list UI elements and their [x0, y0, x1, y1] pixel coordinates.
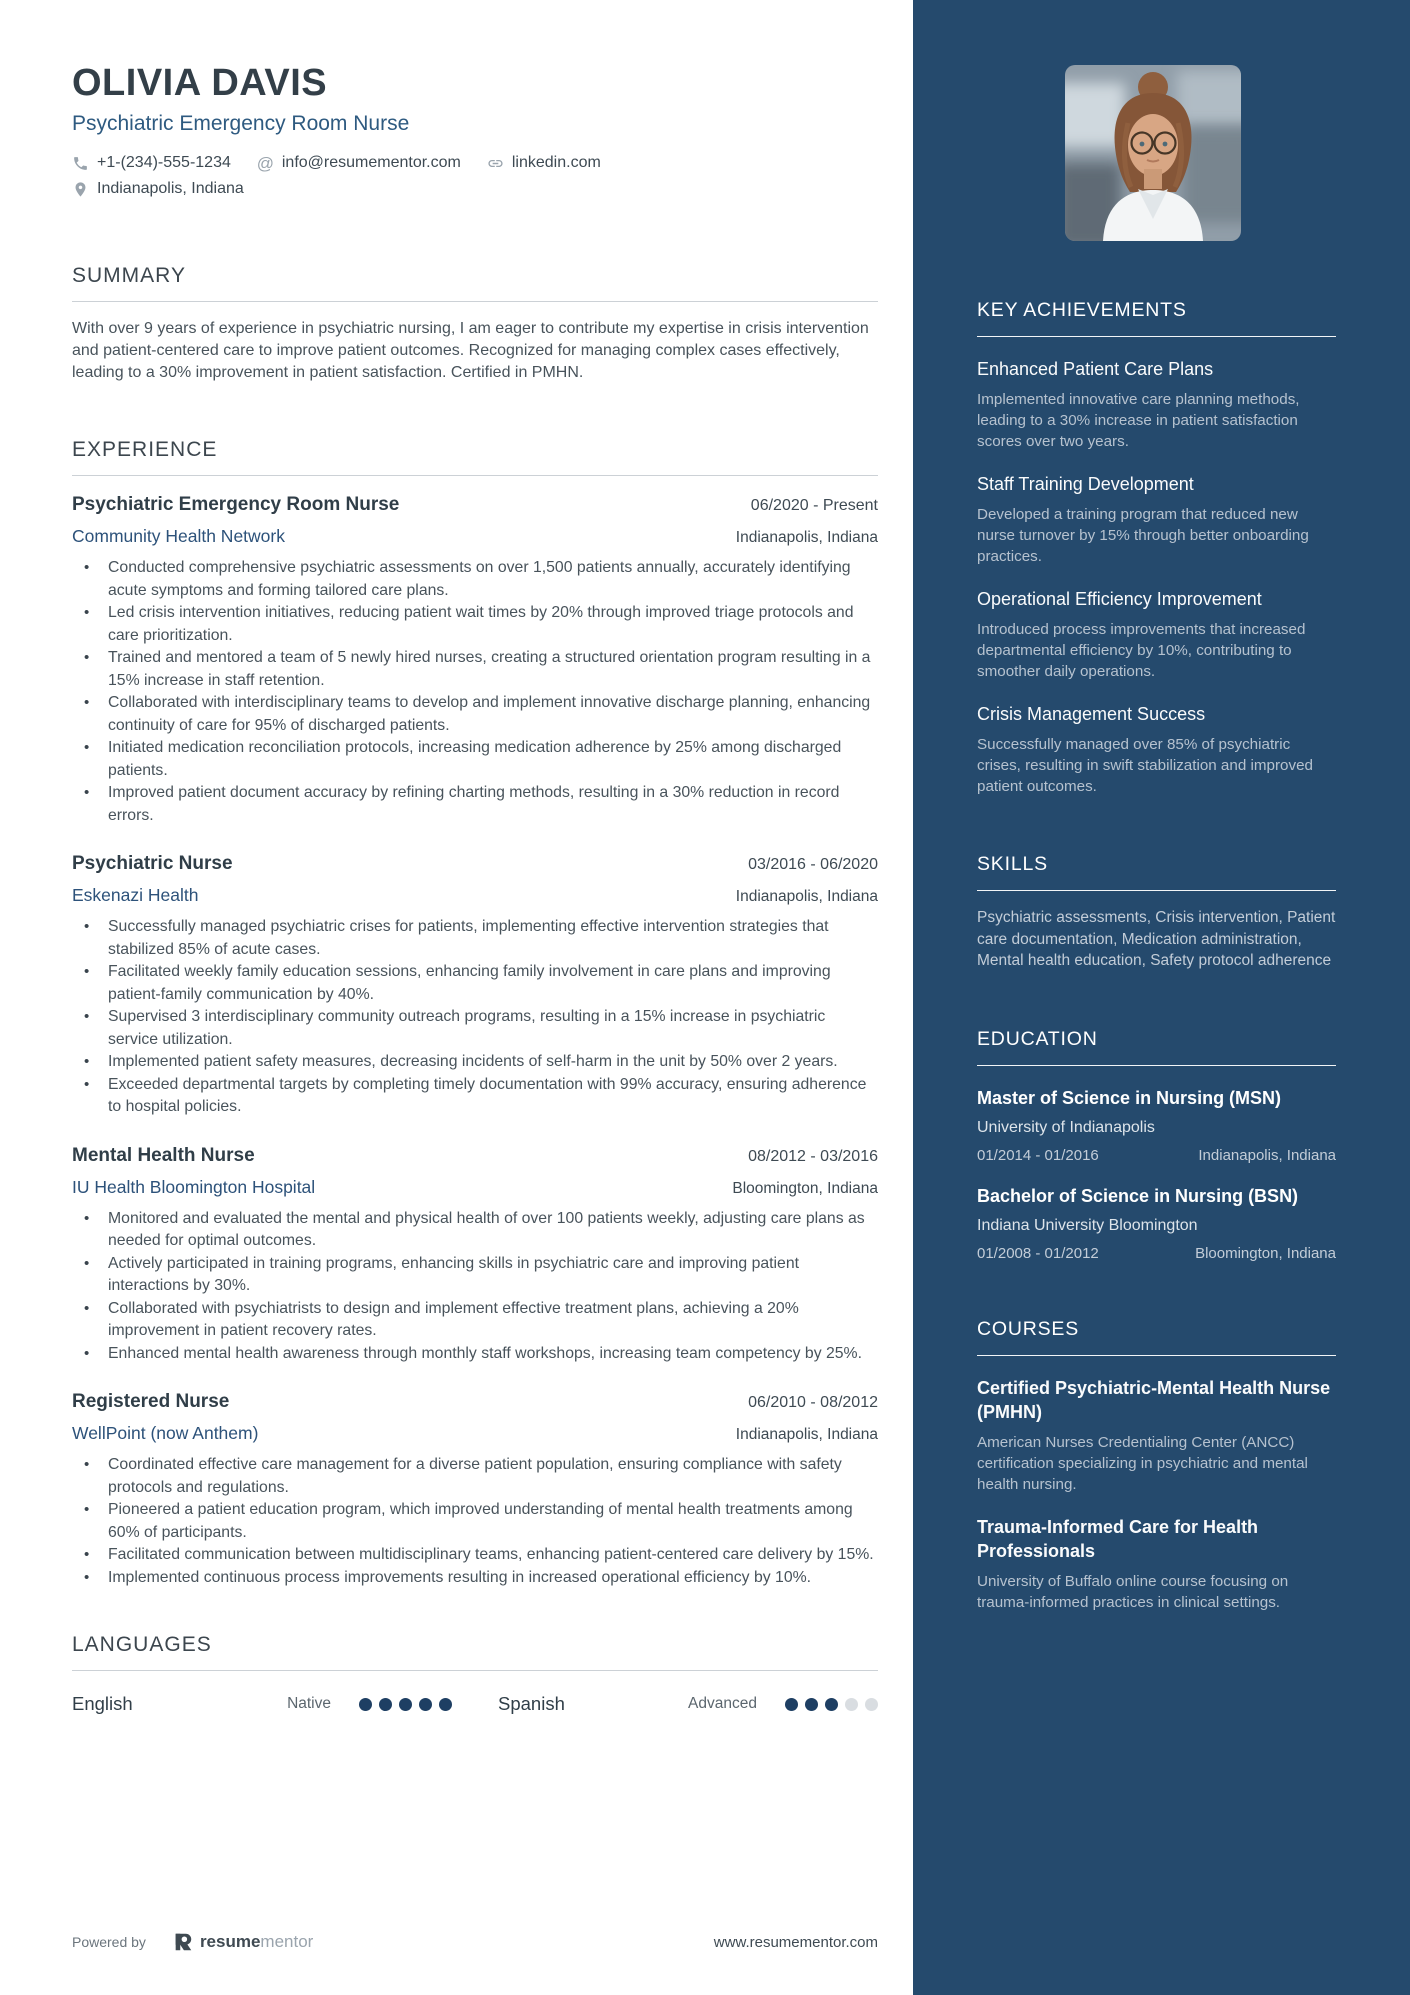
education-school: Indiana University Bloomington — [977, 1216, 1198, 1234]
resumementor-logo-icon — [172, 1931, 194, 1953]
language-level: Advanced — [688, 1695, 757, 1712]
person-name: OLIVIA DAVIS — [72, 62, 328, 104]
contact-location-text: Indianapolis, Indiana — [97, 180, 244, 197]
education-school: University of Indianapolis — [977, 1118, 1155, 1136]
contact-phone-text: +1-(234)-555-1234 — [97, 154, 231, 171]
phone-icon — [72, 155, 89, 172]
bullet-item: • Implemented continuous process improvements resulting in increased operational efficiency by 10%. — [72, 1567, 878, 1590]
language-proficiency-dots — [785, 1698, 878, 1711]
courses-heading: COURSES — [977, 1318, 1336, 1356]
education-location: Bloomington, Indiana — [1195, 1244, 1336, 1262]
proficiency-dot-filled — [785, 1698, 798, 1711]
key-achievements-section — [977, 299, 1336, 797]
proficiency-dot-filled — [379, 1698, 392, 1711]
language-item-spanish — [498, 1693, 878, 1715]
languages-heading: LANGUAGES — [72, 1633, 878, 1671]
job-bullet-list — [72, 1208, 878, 1366]
language-level: Native — [287, 1695, 331, 1712]
job-company: WellPoint (now Anthem) — [72, 1423, 259, 1443]
header — [72, 62, 878, 198]
profile-photo — [1065, 65, 1241, 241]
bullet-item: • Trained and mentored a team of 5 newly hired nurses, creating a structured orientation program resulting in a 15% increase in staff retention. — [72, 647, 878, 692]
job-location: Indianapolis, Indiana — [735, 529, 878, 546]
logo-text-bold: resume — [199, 1932, 261, 1951]
bullet-item: • Supervised 3 interdisciplinary community outreach programs, resulting in a 15% increase in psychiatric service utilization. — [72, 1006, 878, 1051]
education-date: 01/2008 - 01/2012 — [977, 1244, 1099, 1262]
language-proficiency-dots — [359, 1698, 452, 1711]
bullet-item: • Successfully managed psychiatric crises for patients, implementing effective intervention strategies that stabilized 85% of acute cases. — [72, 916, 878, 961]
proficiency-dot-filled — [419, 1698, 432, 1711]
experience-job-4 — [72, 1391, 878, 1589]
contact-email-text[interactable]: info@resumementor.com — [281, 154, 461, 171]
job-company: Community Health Network — [72, 526, 285, 546]
achievement-item — [977, 702, 1336, 797]
bullet-item: • Collaborated with psychiatrists to design and implement effective treatment plans, achieving a 20% improvement in patient recovery rates. — [72, 1298, 878, 1343]
education-item — [977, 1184, 1336, 1262]
summary-heading: SUMMARY — [72, 264, 878, 302]
proficiency-dot-empty — [845, 1698, 858, 1711]
skills-heading: SKILLS — [977, 853, 1336, 891]
logo-text-light: mentor — [260, 1932, 314, 1951]
education-item — [977, 1086, 1336, 1164]
language-item-english — [72, 1693, 452, 1715]
education-location: Indianapolis, Indiana — [1198, 1146, 1336, 1164]
footer-website[interactable]: www.resumementor.com — [713, 1933, 878, 1951]
skills-section — [977, 853, 1336, 972]
bullet-item: • Monitored and evaluated the mental and physical health of over 100 patients weekly, adjusting care plans as needed for optimal outcomes. — [72, 1208, 878, 1253]
achievement-text: Developed a training program that reduced new nurse turnover by 15% through better onboarding practices. — [977, 506, 1309, 565]
job-title: Registered Nurse — [72, 1391, 230, 1412]
proficiency-dot-filled — [439, 1698, 452, 1711]
sidebar — [913, 0, 1410, 1995]
experience-job-2 — [72, 853, 878, 1119]
job-date: 06/2020 - Present — [750, 497, 878, 514]
proficiency-dot-filled — [399, 1698, 412, 1711]
job-location: Bloomington, Indiana — [732, 1179, 878, 1197]
contact-row — [72, 154, 772, 198]
language-name: Spanish — [498, 1693, 565, 1714]
experience-section — [72, 438, 878, 1589]
contact-email[interactable] — [257, 154, 461, 172]
achievement-title: Enhanced Patient Care Plans — [977, 359, 1214, 379]
job-date: 08/2012 - 03/2016 — [748, 1147, 878, 1165]
proficiency-dot-filled — [359, 1698, 372, 1711]
achievement-text: Successfully managed over 85% of psychiatric crises, resulting in swift stabilization and improved patient outcomes. — [977, 736, 1313, 795]
job-location: Indianapolis, Indiana — [735, 1426, 878, 1443]
proficiency-dot-empty — [865, 1698, 878, 1711]
education-date: 01/2014 - 01/2016 — [977, 1146, 1099, 1164]
bullet-item: • Exceeded departmental targets by completing timely documentation with 99% accuracy, ensuring adherence to hospital policies. — [72, 1074, 878, 1119]
bullet-item: • Conducted comprehensive psychiatric assessments on over 1,500 patients annually, accurately identifying acute symptoms and forming tailored care plans. — [72, 557, 878, 602]
job-bullet-list — [72, 557, 878, 827]
skills-text: Psychiatric assessments, Crisis intervention, Patient care documentation, Medication administration, Mental health education, Safety protocol adherence — [977, 909, 1336, 969]
course-title: Certified Psychiatric-Mental Health Nurse (PMHN) — [977, 1377, 1331, 1422]
key-achievements-heading: KEY ACHIEVEMENTS — [977, 299, 1336, 337]
achievement-item — [977, 357, 1336, 452]
bullet-item: • Coordinated effective care management for a diverse patient population, ensuring compliance with safety protocols and regulations. — [72, 1454, 878, 1499]
contact-phone — [72, 154, 231, 172]
summary-section — [72, 264, 878, 384]
job-company: IU Health Bloomington Hospital — [72, 1176, 316, 1197]
powered-by-label: Powered by — [72, 1934, 146, 1950]
achievement-text: Implemented innovative care planning methods, leading to a 30% increase in patient satisfaction scores over two years. — [977, 391, 1300, 450]
course-item — [977, 1515, 1336, 1613]
job-bullet-list — [72, 1454, 878, 1589]
languages-section — [72, 1633, 878, 1715]
education-degree: Bachelor of Science in Nursing (BSN) — [977, 1185, 1299, 1206]
achievement-item — [977, 587, 1336, 682]
footer — [72, 1931, 878, 1953]
bullet-item: • Led crisis intervention initiatives, reducing patient wait times by 20% through improved triage protocols and care prioritization. — [72, 602, 878, 647]
bullet-item: • Initiated medication reconciliation protocols, increasing medication adherence by 25% among discharged patients. — [72, 737, 878, 782]
job-date: 06/2010 - 08/2012 — [748, 1394, 878, 1411]
link-icon — [487, 155, 504, 172]
achievement-item — [977, 472, 1336, 567]
course-text: American Nurses Credentialing Center (ANCC) certification specializing in psychiatric and mental health nursing. — [977, 1433, 1308, 1493]
contact-location — [72, 180, 772, 198]
at-icon: @ — [256, 153, 275, 173]
summary-text: With over 9 years of experience in psychiatric nursing, I am eager to contribute my expertise in crisis intervention and patient-centered care to improve patient outcomes. Recognized for managing complex cases effectively, leading to a 30% improvement in patient satisfaction. Certified in PMHN. — [72, 320, 869, 381]
location-pin-icon — [72, 181, 89, 198]
course-text: University of Buffalo online course focusing on trauma-informed practices in clinical settings. — [977, 1572, 1289, 1611]
bullet-item: • Pioneered a patient education program, which improved understanding of mental health treatments among 60% of participants. — [72, 1499, 878, 1544]
course-title: Trauma-Informed Care for Health Professionals — [977, 1516, 1259, 1561]
job-title: Psychiatric Nurse — [72, 853, 233, 874]
achievement-title: Crisis Management Success — [977, 704, 1206, 724]
job-title: Mental Health Nurse — [72, 1144, 255, 1166]
job-date: 03/2016 - 06/2020 — [748, 856, 878, 873]
job-company: Eskenazi Health — [72, 885, 199, 905]
bullet-item: • Facilitated weekly family education sessions, enhancing family involvement in care plans and improving patient-family communication by 40%. — [72, 961, 878, 1006]
resumementor-logo — [172, 1931, 313, 1953]
job-title: Psychiatric Emergency Room Nurse — [72, 494, 400, 515]
bullet-item: • Enhanced mental health awareness through monthly staff workshops, increasing team competency by 25%. — [72, 1343, 878, 1366]
bullet-item: • Collaborated with interdisciplinary teams to develop and implement innovative discharge planning, enhancing continuity of care for 95% of discharged patients. — [72, 692, 878, 737]
job-bullet-list — [72, 916, 878, 1119]
achievement-text: Introduced process improvements that increased departmental efficiency by 10%, contributing to smoother daily operations. — [977, 621, 1306, 680]
bullet-item: • Improved patient document accuracy by refining charting methods, resulting in a 30% reduction in record errors. — [72, 782, 878, 827]
language-name: English — [72, 1693, 133, 1714]
language-row — [72, 1693, 878, 1715]
achievement-title: Operational Efficiency Improvement — [977, 589, 1262, 609]
experience-job-3 — [72, 1145, 878, 1366]
job-location: Indianapolis, Indiana — [735, 888, 878, 905]
achievement-title: Staff Training Development — [977, 474, 1194, 494]
proficiency-dot-filled — [825, 1698, 838, 1711]
bullet-item: • Facilitated communication between multidisciplinary teams, enhancing patient-centered care delivery by 15%. — [72, 1544, 878, 1567]
experience-job-1 — [72, 494, 878, 827]
education-degree: Master of Science in Nursing (MSN) — [977, 1087, 1282, 1108]
courses-section — [977, 1318, 1336, 1613]
contact-linkedin[interactable] — [487, 154, 601, 172]
person-title: Psychiatric Emergency Room Nurse — [72, 112, 410, 135]
education-section — [977, 1028, 1336, 1262]
bullet-item: • Implemented patient safety measures, decreasing incidents of self-harm in the unit by 50% over 2 years. — [72, 1051, 878, 1074]
course-item — [977, 1376, 1336, 1495]
proficiency-dot-filled — [805, 1698, 818, 1711]
experience-heading: EXPERIENCE — [72, 438, 878, 476]
contact-linkedin-text[interactable]: linkedin.com — [511, 154, 601, 171]
bullet-item: • Actively participated in training programs, enhancing skills in psychiatric care and improving patient interactions by 30%. — [72, 1253, 878, 1298]
education-heading: EDUCATION — [977, 1028, 1336, 1066]
